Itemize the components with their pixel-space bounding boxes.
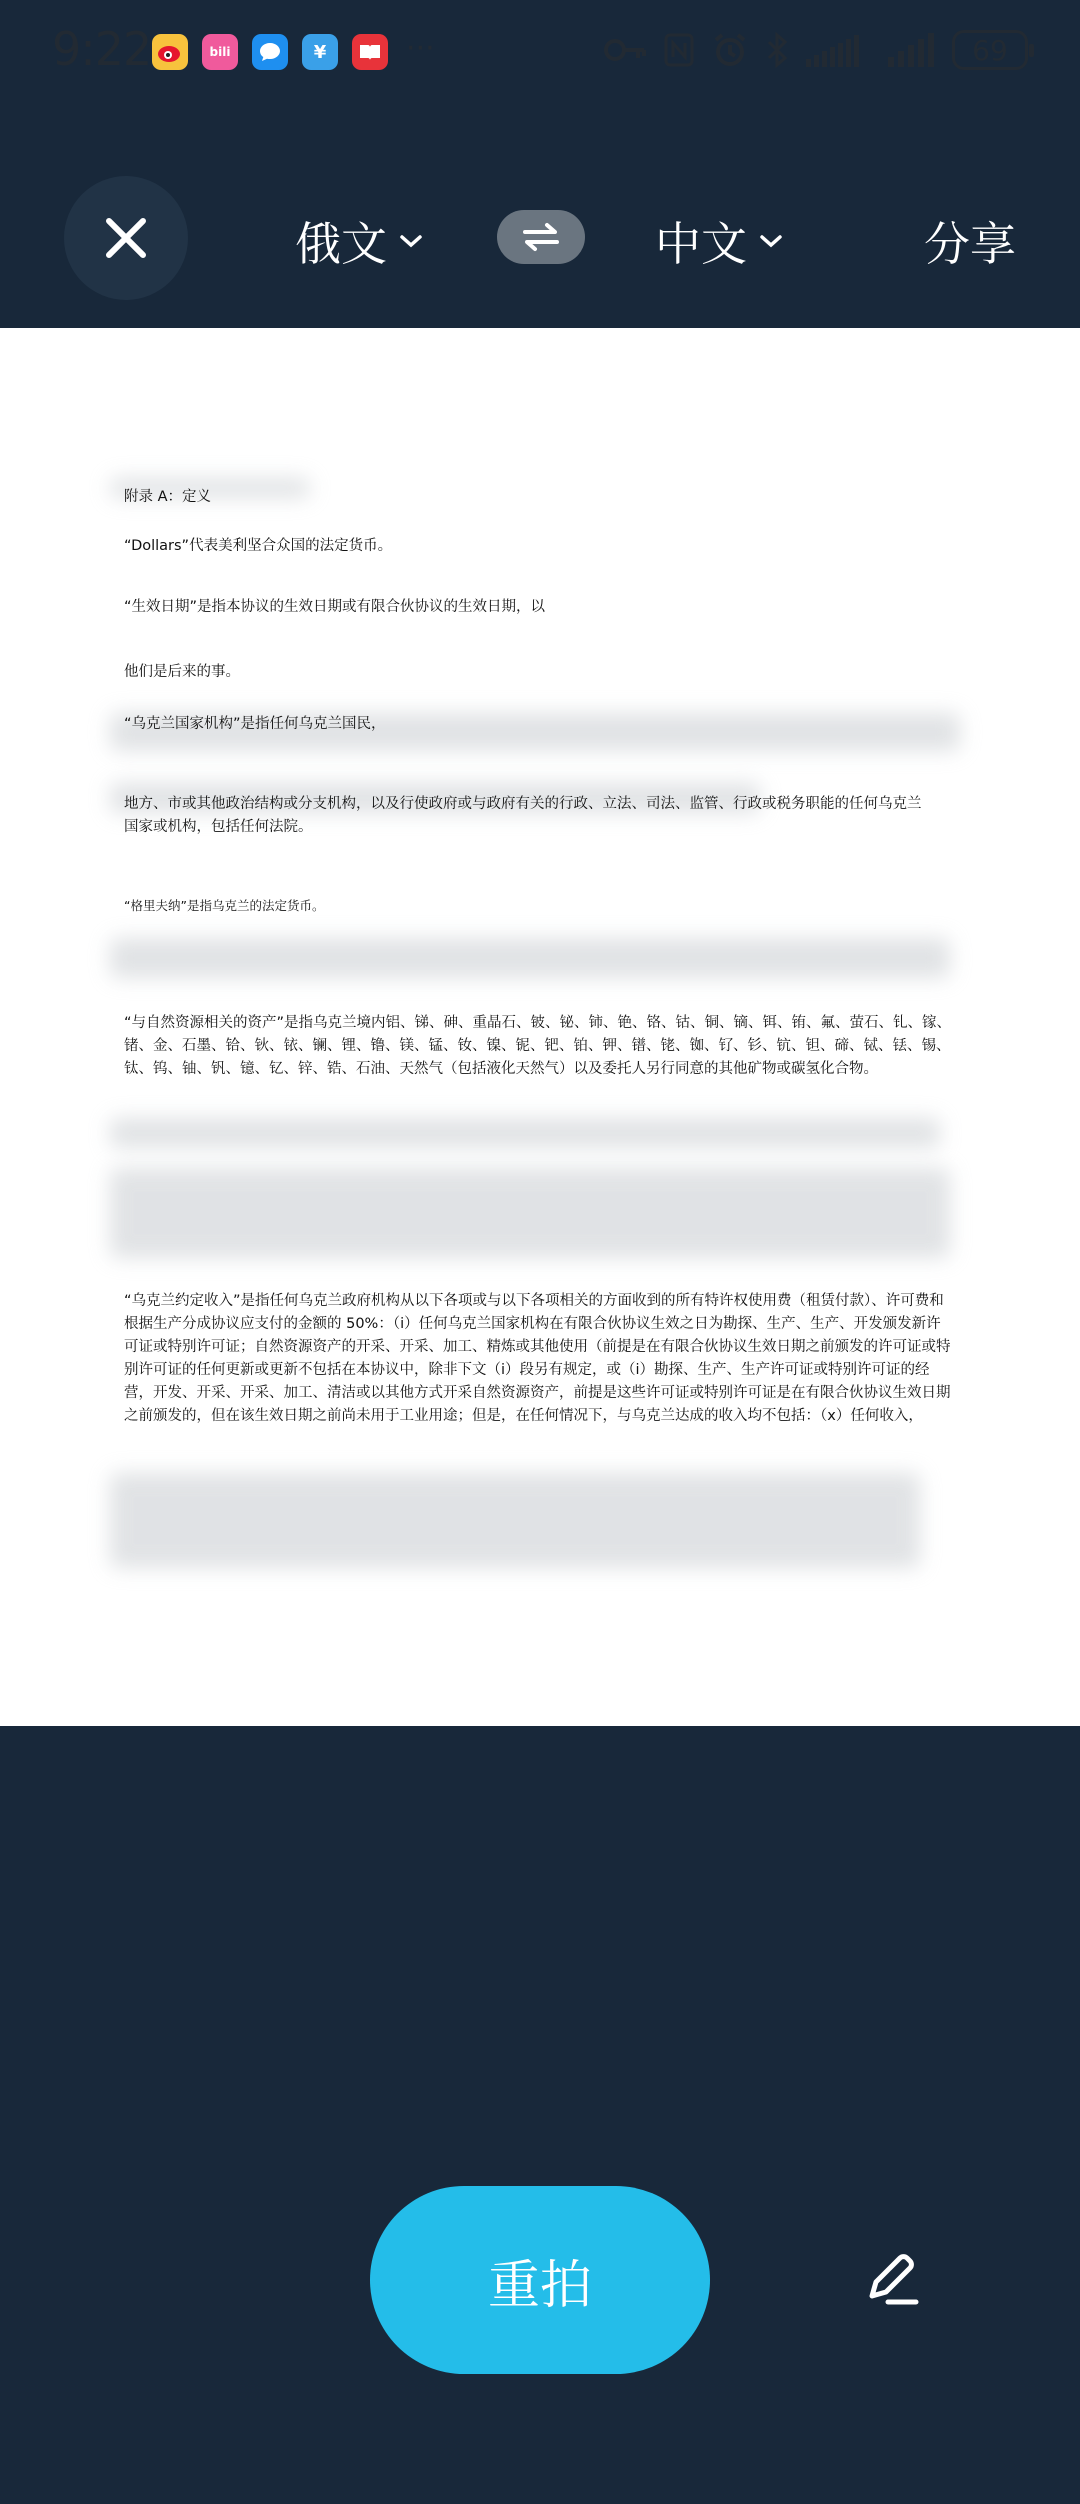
doc-line: “格里夫纳”是指乌克兰的法定货币。 xyxy=(124,898,325,913)
messages-icon xyxy=(252,34,288,70)
retake-button[interactable]: 重拍 xyxy=(370,2186,710,2374)
target-language-select[interactable] xyxy=(655,208,783,274)
share-button[interactable]: 分享 xyxy=(924,217,1016,271)
nfc-icon xyxy=(664,33,694,67)
status-bar xyxy=(0,0,1080,100)
blurred-text xyxy=(110,1118,940,1148)
alarm-icon xyxy=(712,32,748,68)
more-notifications: ··· xyxy=(406,31,435,66)
chevron-down-icon xyxy=(399,234,423,248)
blurred-text xyxy=(110,1168,950,1258)
weibo-icon xyxy=(152,34,188,70)
doc-line: “生效日期”是指本协议的生效日期或有限合伙协议的生效日期，以 xyxy=(124,599,546,615)
bilibili-icon: bili xyxy=(202,34,238,70)
notification-app-icons xyxy=(152,31,435,70)
battery-level: 69 xyxy=(972,33,1008,67)
edit-button[interactable] xyxy=(852,2240,932,2320)
doc-line: 附录 A：定义 xyxy=(124,489,212,505)
doc-line: 他们是后来的事。 xyxy=(124,664,240,680)
close-icon xyxy=(101,213,151,263)
status-time: 9:22 xyxy=(52,22,152,76)
signal-icon xyxy=(806,33,870,67)
battery-indicator xyxy=(952,30,1028,70)
wallet-icon: ¥ xyxy=(302,34,338,70)
translated-document xyxy=(0,328,1080,1726)
swap-languages-button[interactable] xyxy=(497,210,585,264)
pencil-icon xyxy=(862,2252,922,2308)
blurred-text xyxy=(110,1473,920,1568)
chevron-down-icon xyxy=(759,234,783,248)
status-indicators xyxy=(604,30,1028,70)
source-language-label: 俄文 xyxy=(295,217,387,271)
doc-line: “乌克兰约定收入”是指任何乌克兰政府机构从以下各项或与以下各项相关的方面收到的所有特许权使用费（租赁付款）、许可费和根据生产分成协议应支付的金额的 50%：（i）任何乌克兰国家机构在有限合伙协议生效之日为勘探、生产、生产、开发颁发新许可证或特别许可证；自然资源资产的开采、开采、加工、精炼或其他使用（前提是在有限合伙协议生效日期之前颁发的许可证或特别许可证的任何更新或更新不包括在本协议中，除非下文（i）段另有规定，或（i）勘探、生产、生产许可证或特别许可证的经营，开发、开采、开采、加工、清洁或以其他方式开采自然资源资产，前提是这些许可证或特别许可证是在有限合伙协议生效日期之前颁发的，但在该生效日期之前尚未用于工业用途；但是，在任何情况下，与乌克兰达成的收入均不包括：（x）任何收入， xyxy=(124,1293,951,1424)
translate-toolbar xyxy=(0,170,1080,305)
blurred-text xyxy=(110,938,950,978)
swap-icon xyxy=(521,221,561,253)
close-button[interactable] xyxy=(64,176,188,300)
doc-line: “乌克兰国家机构”是指任何乌克兰国民， xyxy=(124,716,386,732)
bluetooth-icon xyxy=(766,32,788,68)
doc-line: “与自然资源相关的资产”是指乌克兰境内铝、锑、砷、重晶石、铍、铋、铈、铯、铬、钴、铜、镝、铒、铕、氟、萤石、钆、镓、锗、金、石墨、铪、钬、铱、镧、锂、镥、镁、锰、钕、镍、铌、钯、铂、钾、镨、铑、铷、钌、钐、钪、钽、碲、铽、铥、锡、钛、钨、铀、钒、镱、钇、锌、锆、石油、天然气（包括液化天然气）以及委托人另行同意的其他矿物或碳氢化合物。 xyxy=(124,1015,952,1077)
doc-line: “Dollars”代表美利坚合众国的法定货币。 xyxy=(124,538,393,554)
reader-icon xyxy=(352,34,388,70)
target-language-label: 中文 xyxy=(655,217,747,271)
key-icon xyxy=(604,37,646,63)
source-language-select[interactable] xyxy=(295,208,423,274)
signal-icon xyxy=(888,33,934,67)
doc-line: 地方、市或其他政治结构或分支机构，以及行使政府或与政府有关的行政、立法、司法、监管、行政或税务职能的任何乌克兰国家或机构，包括任何法院。 xyxy=(124,796,922,835)
